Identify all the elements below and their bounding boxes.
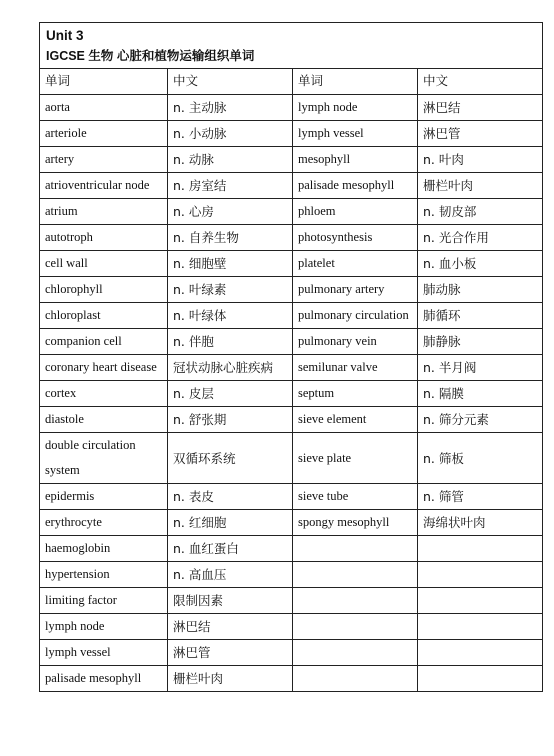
table-row	[40, 277, 543, 303]
chinese-cell-right: 淋巴管	[418, 121, 543, 147]
word-cell-left: limiting factor	[40, 588, 168, 614]
chinese-cell-right: n. 血小板	[418, 251, 543, 277]
table-row	[40, 588, 543, 614]
vocabulary-table	[39, 22, 543, 692]
table-row	[40, 355, 543, 381]
chinese-cell-right: n. 隔膜	[418, 381, 543, 407]
table-row	[40, 510, 543, 536]
table-row	[40, 173, 543, 199]
table-row	[40, 484, 543, 510]
word-cell-left: haemoglobin	[40, 536, 168, 562]
chinese-cell-right: n. 光合作用	[418, 225, 543, 251]
chinese-cell-right	[418, 562, 543, 588]
table-row	[40, 666, 543, 692]
word-cell-right	[293, 588, 418, 614]
word-cell-left: erythrocyte	[40, 510, 168, 536]
word-cell-right: semilunar valve	[293, 355, 418, 381]
chinese-cell-left: n. 舒张期	[168, 407, 293, 433]
table-row	[40, 199, 543, 225]
chinese-cell-right: 淋巴结	[418, 95, 543, 121]
word-cell-left: companion cell	[40, 329, 168, 355]
word-cell-right	[293, 536, 418, 562]
word-cell-left: double circulation system	[40, 433, 168, 484]
table-row	[40, 95, 543, 121]
chinese-cell-right: n. 筛板	[418, 433, 543, 484]
chinese-cell-right: n. 筛分元素	[418, 407, 543, 433]
chinese-cell-right: 肺动脉	[418, 277, 543, 303]
header-row	[40, 69, 543, 95]
table-row	[40, 251, 543, 277]
table-row	[40, 536, 543, 562]
chinese-cell-left: 限制因素	[168, 588, 293, 614]
word-cell-right: lymph vessel	[293, 121, 418, 147]
chinese-cell-left: n. 皮层	[168, 381, 293, 407]
word-cell-right: palisade mesophyll	[293, 173, 418, 199]
document-subtitle: IGCSE 生物 心脏和植物运输组织单词	[46, 49, 255, 63]
word-cell-left: aorta	[40, 95, 168, 121]
table-row	[40, 562, 543, 588]
word-cell-left: chlorophyll	[40, 277, 168, 303]
word-cell-right: pulmonary vein	[293, 329, 418, 355]
chinese-cell-left: 淋巴结	[168, 614, 293, 640]
table-row	[40, 381, 543, 407]
unit-title: Unit 3	[46, 28, 84, 43]
chinese-cell-right: n. 半月阀	[418, 355, 543, 381]
word-cell-right	[293, 640, 418, 666]
word-cell-right: platelet	[293, 251, 418, 277]
chinese-cell-left: n. 动脉	[168, 147, 293, 173]
chinese-cell-left: 冠状动脉心脏疾病	[168, 355, 293, 381]
chinese-cell-right	[418, 588, 543, 614]
table-row	[40, 225, 543, 251]
word-cell-left: atrioventricular node	[40, 173, 168, 199]
chinese-cell-left: 栅栏叶肉	[168, 666, 293, 692]
word-cell-right: spongy mesophyll	[293, 510, 418, 536]
table-row	[40, 433, 543, 484]
chinese-cell-left: n. 细胞壁	[168, 251, 293, 277]
chinese-cell-right: 肺循环	[418, 303, 543, 329]
word-cell-left: hypertension	[40, 562, 168, 588]
vocabulary-sheet	[39, 22, 542, 692]
chinese-cell-left: n. 表皮	[168, 484, 293, 510]
table-row	[40, 303, 543, 329]
chinese-cell-left: n. 血红蛋白	[168, 536, 293, 562]
word-cell-right: pulmonary artery	[293, 277, 418, 303]
title-row	[40, 23, 543, 69]
chinese-cell-left: n. 高血压	[168, 562, 293, 588]
chinese-cell-right: 海绵状叶肉	[418, 510, 543, 536]
word-cell-right: lymph node	[293, 95, 418, 121]
word-cell-left: epidermis	[40, 484, 168, 510]
chinese-cell-right	[418, 536, 543, 562]
chinese-cell-left: 淋巴管	[168, 640, 293, 666]
header-word-2: 单词	[293, 69, 418, 95]
table-row	[40, 121, 543, 147]
vocabulary-table-body	[40, 23, 543, 692]
word-cell-left: coronary heart disease	[40, 355, 168, 381]
chinese-cell-right: n. 叶肉	[418, 147, 543, 173]
header-word-1: 单词	[40, 69, 168, 95]
chinese-cell-left: 双循环系统	[168, 433, 293, 484]
word-cell-left: chloroplast	[40, 303, 168, 329]
chinese-cell-left: n. 房室结	[168, 173, 293, 199]
table-row	[40, 640, 543, 666]
word-cell-right: sieve tube	[293, 484, 418, 510]
chinese-cell-left: n. 自养生物	[168, 225, 293, 251]
table-row	[40, 614, 543, 640]
word-cell-right: photosynthesis	[293, 225, 418, 251]
chinese-cell-right: n. 筛管	[418, 484, 543, 510]
word-cell-right	[293, 614, 418, 640]
word-cell-right: pulmonary circulation	[293, 303, 418, 329]
word-cell-left: atrium	[40, 199, 168, 225]
word-cell-right	[293, 562, 418, 588]
chinese-cell-left: n. 红细胞	[168, 510, 293, 536]
chinese-cell-left: n. 伴胞	[168, 329, 293, 355]
chinese-cell-left: n. 主动脉	[168, 95, 293, 121]
word-cell-left: artery	[40, 147, 168, 173]
word-cell-left: diastole	[40, 407, 168, 433]
chinese-cell-right: 肺静脉	[418, 329, 543, 355]
chinese-cell-left: n. 叶绿体	[168, 303, 293, 329]
word-cell-right: septum	[293, 381, 418, 407]
word-cell-right: mesophyll	[293, 147, 418, 173]
chinese-cell-left: n. 心房	[168, 199, 293, 225]
table-row	[40, 147, 543, 173]
chinese-cell-left: n. 叶绿素	[168, 277, 293, 303]
chinese-cell-right	[418, 640, 543, 666]
word-cell-left: autotroph	[40, 225, 168, 251]
word-cell-left: arteriole	[40, 121, 168, 147]
word-cell-right: sieve element	[293, 407, 418, 433]
chinese-cell-right: 栅栏叶肉	[418, 173, 543, 199]
word-cell-left: palisade mesophyll	[40, 666, 168, 692]
header-chinese-2: 中文	[418, 69, 543, 95]
table-row	[40, 407, 543, 433]
word-cell-left: cortex	[40, 381, 168, 407]
word-cell-left: cell wall	[40, 251, 168, 277]
title-cell	[40, 23, 543, 69]
chinese-cell-right: n. 韧皮部	[418, 199, 543, 225]
word-cell-right	[293, 666, 418, 692]
word-cell-left: lymph vessel	[40, 640, 168, 666]
header-chinese-1: 中文	[168, 69, 293, 95]
chinese-cell-right	[418, 614, 543, 640]
word-cell-right: phloem	[293, 199, 418, 225]
word-cell-right: sieve plate	[293, 433, 418, 484]
word-cell-left: lymph node	[40, 614, 168, 640]
chinese-cell-left: n. 小动脉	[168, 121, 293, 147]
chinese-cell-right	[418, 666, 543, 692]
table-row	[40, 329, 543, 355]
